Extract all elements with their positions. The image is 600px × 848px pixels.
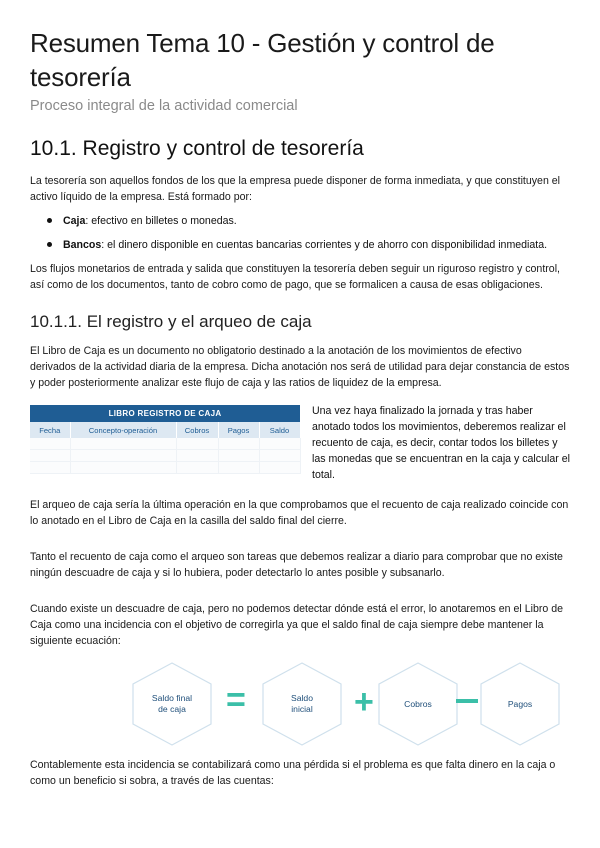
table-cell [259,462,300,474]
equals-icon: = [226,681,246,719]
document-title: Resumen Tema 10 - Gestión y control de tesorería [30,28,495,92]
table-row [30,462,300,474]
hex-saldo-inicial-line2: inicial [291,704,313,714]
paragraph-descuadre: Cuando existe un descuadre de caja, pero no podemos detectar dónde está el error, lo anotaremos en el Libro de Caja como una incidencia con el objetivo de corregirla ya que el saldo final de caja siempre debe mantener la siguiente ecuación: [30,603,563,647]
ledger-table [30,422,301,474]
section-heading-10-1: 10.1. Registro y control de tesorería [30,137,364,160]
hex-pagos-label: Pagos [507,699,533,709]
paragraph-flujos: Los flujos monetarios de entrada y salida que constituyen la tesorería deben seguir un riguroso registro y control, así como de los documentos, tanto de cobro como de pago, que se formalicen a causa de esas obligaciones. [30,263,560,291]
hex-saldo-final-line1: Saldo final [151,693,193,703]
table-cell [218,450,259,462]
list-item-caja [30,213,570,229]
table-row [30,450,300,462]
hex-cobros [376,661,460,747]
ledger-col-fecha: Fecha [30,422,70,438]
ledger-col-cobros: Cobros [176,422,218,438]
hex-saldo-final-line2: de caja [158,704,186,714]
bullet-dot [47,218,52,223]
text-bancos: : el dinero disponible en cuentas bancarias corrientes y de ahorro con disponibilidad inmediata. [101,239,548,251]
term-bancos: Bancos [63,239,102,251]
section-heading-10-1-1: 10.1.1. El registro y el arqueo de caja [30,312,312,331]
text-caja: : efectivo en billetes o monedas. [85,215,237,227]
table-cell [30,450,70,462]
table-cell [176,438,218,450]
cash-equation-diagram [130,661,533,747]
table-cell [218,438,259,450]
ledger-col-pagos: Pagos [218,422,259,438]
table-cell [176,450,218,462]
ledger-table-figure [30,405,300,483]
table-row [30,438,300,450]
hex-cobros-label: Cobros [404,699,432,709]
ledger-col-concepto: Concepto-operación [70,422,176,438]
table-cell [218,462,259,474]
hex-saldo-inicial [260,661,344,747]
table-cell [70,438,176,450]
hex-saldo-final [130,661,214,747]
paragraph-recuento: Una vez haya finalizado la jornada y tras haber anotado todos los movimientos, deberemos realizar el recuento de caja, es decir, contar todos los billetes y las monedas que se encuentran en la caja y calcular el total. [312,405,570,481]
ledger-header-row [30,422,300,438]
table-cell [30,438,70,450]
minus-icon [456,699,478,703]
ledger-title: LIBRO REGISTRO DE CAJA [30,405,300,422]
table-cell [259,450,300,462]
paragraph-arqueo: El arqueo de caja sería la última operación en la que comprobamos que el recuento de caja realizado coincide con lo anotado en el Libro de Caja en la casilla del saldo final del cierre. [30,499,569,527]
plus-icon: + [354,683,374,721]
table-cell [30,462,70,474]
bullet-dot [47,242,52,247]
paragraph-tesoreria: La tesorería son aquellos fondos de los que la empresa puede disponer de forma inmediata, y que constituyen el activo líquido de la empresa. Está formado por: [30,175,561,203]
list-item-bancos [30,237,570,253]
paragraph-libro-caja: El Libro de Caja es un documento no obligatorio destinado a la anotación de los movimientos de efectivo derivados de la actividad diaria de la empresa. Dicha anotación nos será de utilidad para dejar constancia de estos y poder posteriormente analizar este flujo de caja y las ratios de liquidez de la empresa. [30,345,570,389]
table-cell [70,462,176,474]
ledger-col-saldo: Saldo [259,422,300,438]
paragraph-contable: Contablemente esta incidencia se contabilizará como una pérdida si el problema es que falta dinero en la caja o como un beneficio si sobra, a través de las cuentas: [30,759,556,787]
term-caja: Caja [63,215,86,227]
table-cell [259,438,300,450]
ledger-and-text-row [30,403,570,483]
table-cell [70,450,176,462]
paragraph-diario: Tanto el recuento de caja como el arqueo son tareas que debemos realizar a diario para comprobar que no existe ningún descuadre de caja y si lo hubiera, poder detectarlo lo antes posible y subsanarlo. [30,551,563,579]
table-cell [176,462,218,474]
document-subtitle: Proceso integral de la actividad comercial [30,98,298,114]
hex-pagos [478,661,562,747]
bullet-list [30,213,570,253]
hex-saldo-inicial-line1: Saldo [291,693,313,703]
